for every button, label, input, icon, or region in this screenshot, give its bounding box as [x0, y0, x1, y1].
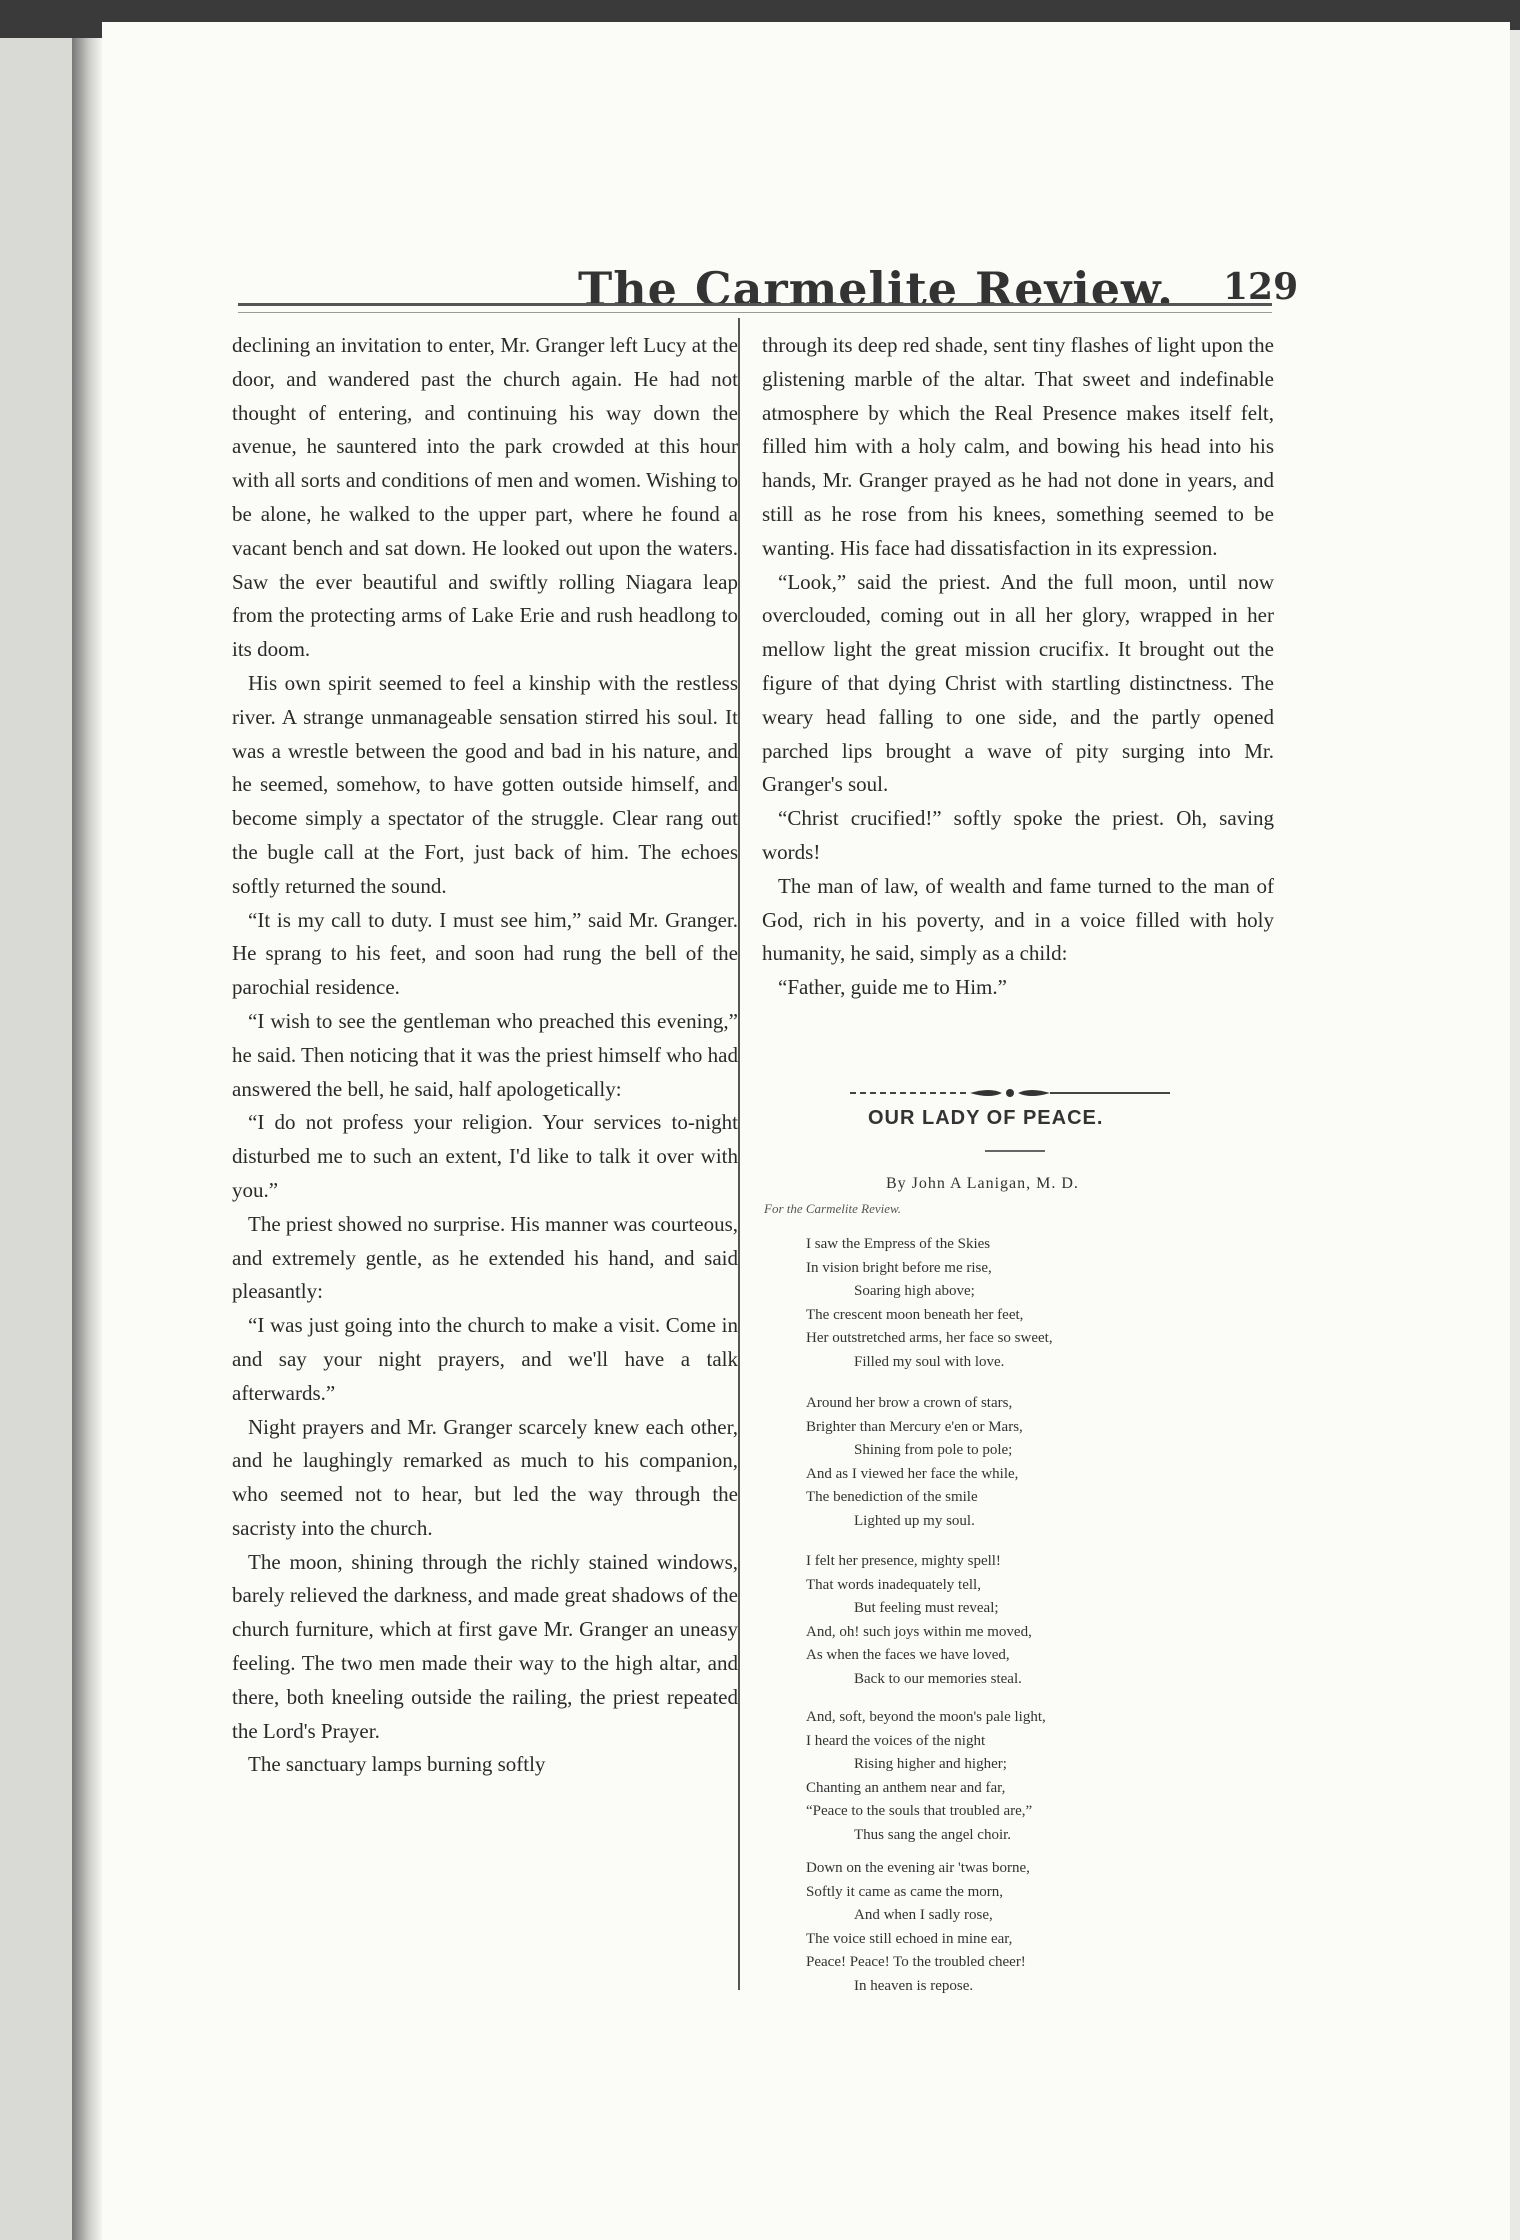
poem-stanza: [806, 1550, 1032, 1691]
poem-stanza: [806, 1233, 1053, 1374]
poem-line: But feeling must reveal;: [854, 1600, 999, 1616]
poem-line: Shining from pole to pole;: [854, 1442, 1013, 1458]
paragraph: “I was just going into the church to make a visit. Come in and say your night prayers, and we'll have a talk afterwards.”: [232, 1313, 738, 1405]
paragraph: “Christ crucified!” softly spoke the priest. Oh, saving words!: [762, 806, 1274, 864]
poem-line: As when the faces we have loved,: [806, 1647, 1010, 1663]
poem-line: The benediction of the smile: [806, 1489, 978, 1505]
page-number: 129: [1223, 266, 1299, 308]
poem-line: Filled my soul with love.: [854, 1353, 1005, 1370]
poem-line: The voice still echoed in mine ear,: [806, 1930, 1013, 1947]
poem-line: Back to our memories steal.: [854, 1670, 1022, 1687]
book-gutter: [0, 38, 72, 2240]
poem-title: OUR LADY OF PEACE.: [868, 1107, 1104, 1129]
paragraph: Night prayers and Mr. Granger scarcely knew each other, and he laughingly remarked as much to his companion, who seemed not to hear, but led the way through the sacristy into the church.: [232, 1414, 738, 1540]
paragraph: “It is my call to duty. I must see him,” said Mr. Granger. He sprang to his feet, and soon had rung the bell of the parochial residence.: [232, 907, 738, 1000]
poem-line: Down on the evening air 'twas borne,: [806, 1860, 1030, 1876]
poem-author: By John A Lanigan, M. D.: [886, 1175, 1079, 1192]
paragraph: The man of law, of wealth and fame turned to the man of God, rich in his poverty, and in a voice filled with holy humanity, he said, simply as a child:: [762, 873, 1274, 966]
paragraph: “Look,” said the priest. And the full moon, until now overclouded, coming out in all her glory, wrapped in her mellow light the great mission crucifix. It brought out the figure of that dying Christ with startling distinctness. The weary head falling to one side, and the partly opened parched lips brought a wave of pity surging into Mr. Granger's soul.: [762, 569, 1274, 797]
poem-line: That words inadequately tell,: [806, 1576, 981, 1593]
poem-line: Lighted up my soul.: [854, 1512, 975, 1529]
poem-line: I heard the voices of the night: [806, 1732, 986, 1749]
poem-line: Her outstretched arms, her face so sweet,: [806, 1330, 1053, 1346]
paragraph: “Father, guide me to Him.”: [778, 975, 1007, 1000]
paragraph: declining an invitation to enter, Mr. Granger left Lucy at the door, and wandered past the church again. He had not thought of entering, and continuing his way down the avenue, he sauntered into the park crowded at this hour with all sorts and conditions of men and women. Wishing to be alone, he walked to the upper part, where he found a vacant bench and sat down. He looked out upon the waters. Saw the ever beautiful and swiftly rolling Niagara leap from the protecting arms of Lake Erie and rush headlong to its doom.: [232, 333, 738, 662]
paragraph: through its deep red shade, sent tiny flashes of light upon the glistening marble of the altar. That sweet and indefinable atmosphere by which the Real Presence makes itself felt, filled him with a holy calm, and bowing his head into his hands, Mr. Granger prayed as he had not done in years, and still as he rose from his knees, something seemed to be wanting. His face had dissatisfaction in its expression.: [762, 333, 1274, 560]
poem-stanza: [806, 1706, 1046, 1847]
poem-line: Brighter than Mercury e'en or Mars,: [806, 1418, 1023, 1435]
poem-line: In heaven is repose.: [854, 1977, 974, 1994]
title-rule: [985, 1150, 1045, 1152]
poem-line: Peace! Peace! To the troubled cheer!: [806, 1954, 1026, 1970]
column-divider: [738, 318, 740, 1990]
running-header-title: The Carmelite Review.: [578, 262, 1174, 316]
poem-line: Soaring high above;: [854, 1283, 975, 1299]
header-rule-thin: [238, 312, 1272, 313]
paragraph: The priest showed no surprise. His manner was courteous, and extremely gentle, as he extended his hand, and said pleasantly:: [232, 1211, 738, 1304]
paragraph: The moon, shining through the richly stained windows, barely relieved the darkness, and made great shadows of the church furniture, which at first gave Mr. Granger an uneasy feeling. The two men made their way to the high altar, and there, both kneeling outside the railing, the priest repeated the Lord's Prayer.: [232, 1549, 738, 1743]
poem-line: And, soft, beyond the moon's pale light,: [806, 1709, 1046, 1725]
page-binding-shadow: [72, 38, 102, 2240]
poem-line: And as I viewed her face the while,: [806, 1465, 1019, 1482]
poem-line: I felt her presence, mighty spell!: [806, 1553, 1001, 1569]
paragraph: “I do not profess your religion. Your services to-night disturbed me to such an extent, I'd like to talk it over with you.”: [232, 1110, 738, 1202]
right-column: [762, 329, 1274, 1005]
poem-line: Rising higher and higher;: [854, 1756, 1007, 1772]
poem-stanza: [806, 1392, 1023, 1533]
paragraph: His own spirit seemed to feel a kinship with the restless river. A strange unmanageable sensation stirred his soul. It was a wrestle between the good and bad in his nature, and he seemed, somehow, to have gotten outside himself, and become simply a spectator of the struggle. Clear rang out the bugle call at the Fort, just back of him. The echoes softly returned the sound.: [232, 670, 738, 898]
poem-line: “Peace to the souls that troubled are,”: [806, 1803, 1033, 1819]
left-column: [232, 329, 738, 1782]
paragraph: “I wish to see the gentleman who preached this evening,” he said. Then noticing that it was the priest himself who had answered the bell, he said, half apologetically:: [232, 1008, 738, 1101]
ornament-divider: [850, 1085, 1170, 1101]
poem-dedication: For the Carmelite Review.: [764, 1201, 901, 1216]
poem-line: And, oh! such joys within me moved,: [806, 1623, 1032, 1640]
poem-line: Thus sang the angel choir.: [854, 1826, 1012, 1843]
poem-stanza: [806, 1857, 1030, 1998]
page-right-edge: [1510, 30, 1520, 2240]
poem-line: Softly it came as came the morn,: [806, 1883, 1004, 1900]
paragraph: The sanctuary lamps burning softly: [248, 1752, 546, 1777]
poem-line: And when I sadly rose,: [854, 1907, 993, 1923]
poem-line: The crescent moon beneath her feet,: [806, 1306, 1024, 1323]
poem-line: Around her brow a crown of stars,: [806, 1395, 1013, 1411]
poem-line: In vision bright before me rise,: [806, 1259, 992, 1276]
header-rule: [238, 303, 1272, 306]
poem-line: I saw the Empress of the Skies: [806, 1236, 991, 1252]
poem-line: Chanting an anthem near and far,: [806, 1779, 1006, 1796]
